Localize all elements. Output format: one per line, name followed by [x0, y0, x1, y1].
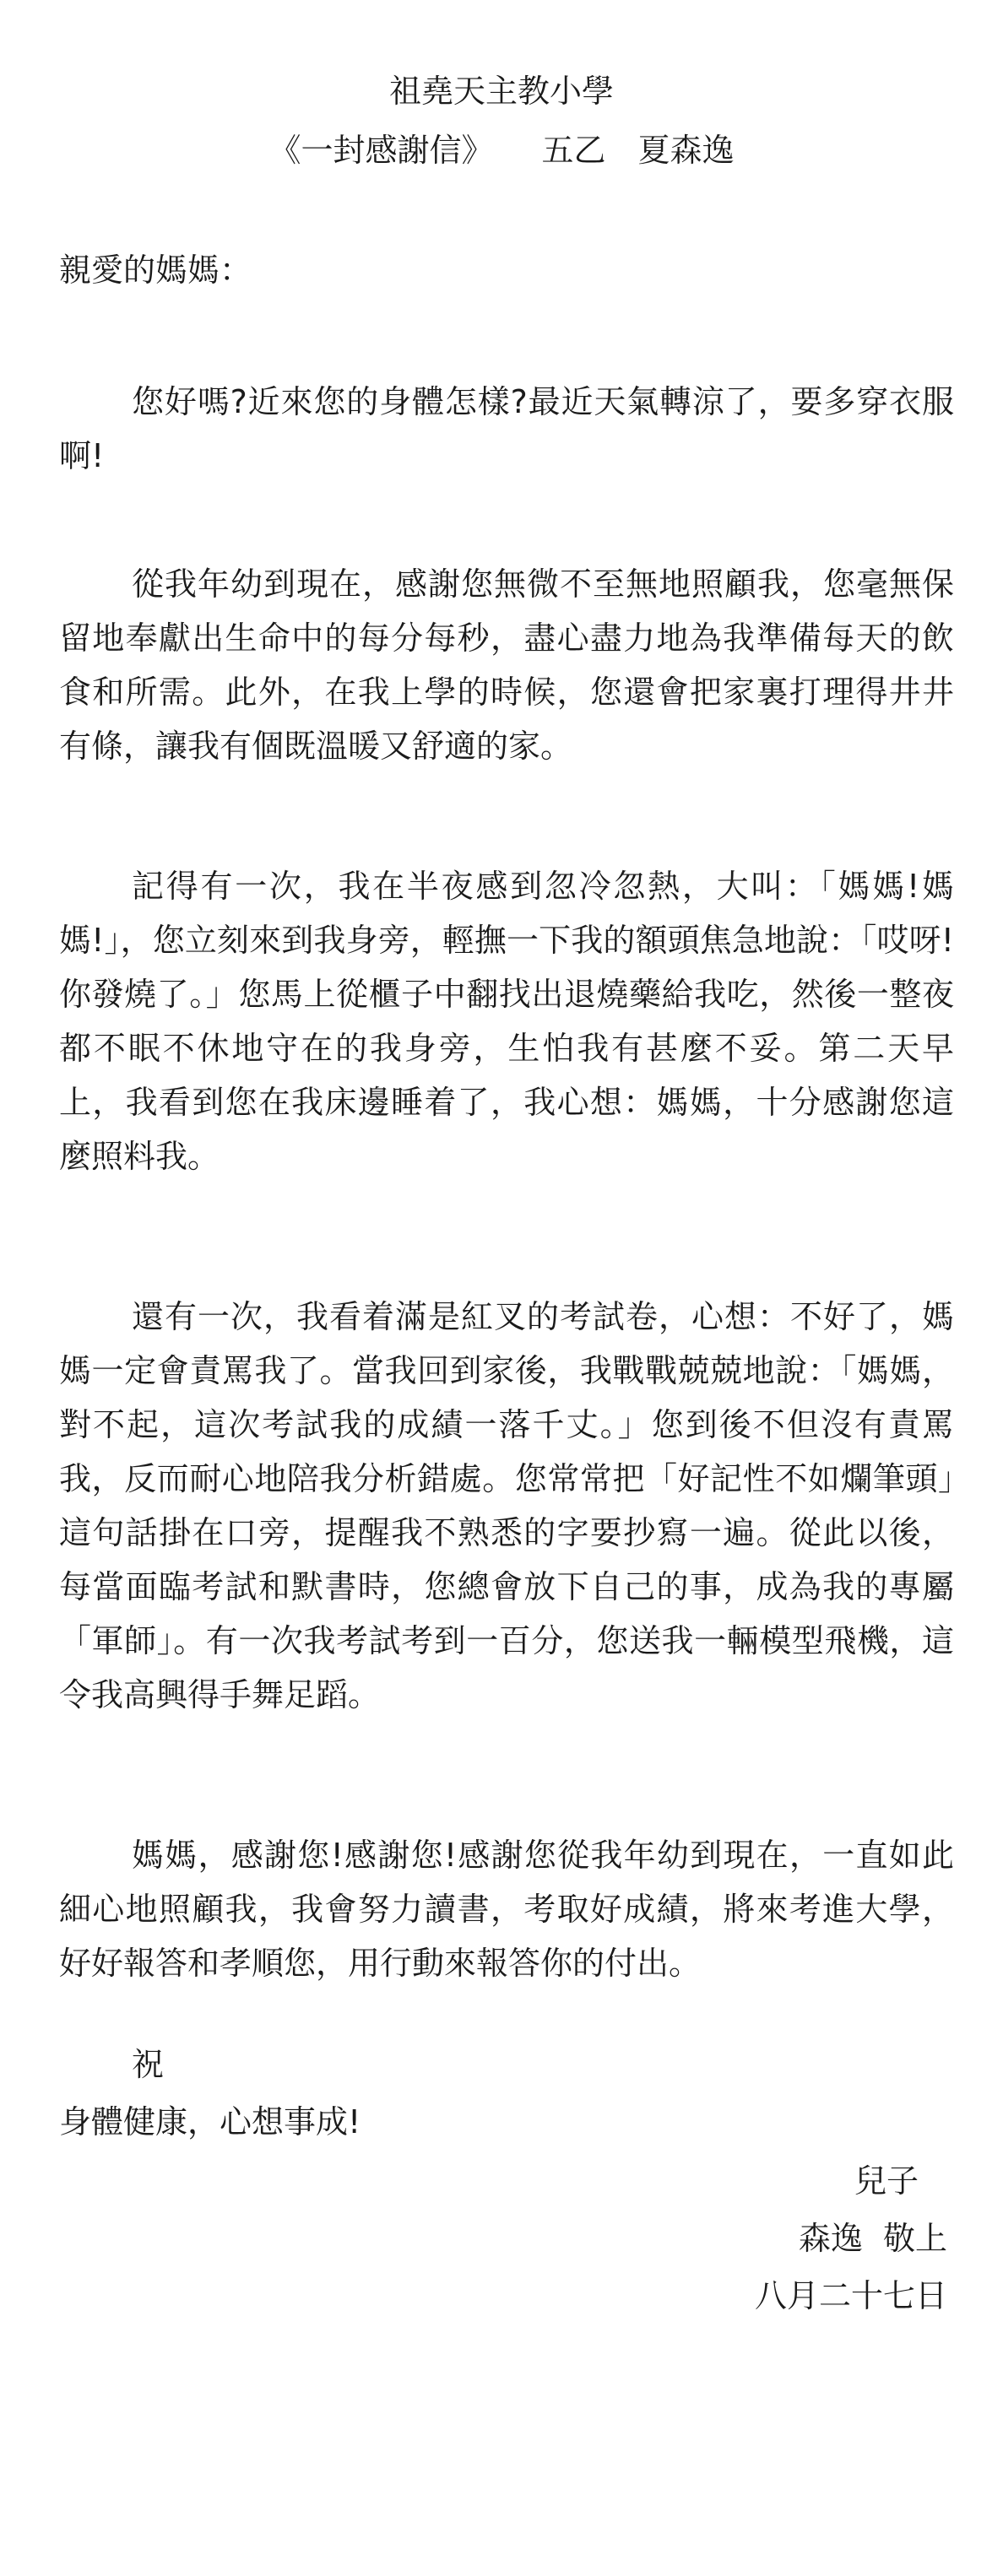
letter-paragraph: 您好嗎?近來您的身體怎樣?最近天氣轉涼了，要多穿衣服啊!	[59, 383, 954, 474]
letter-paragraph: 媽媽，感謝您!感謝您!感謝您從我年幼到現在，一直如此細心地照顧我，我會努力讀書，考取好成績，將來考進大學，好好報答和孝順您，用行動來報答你的付出。	[59, 1837, 954, 1982]
school-name: 祖堯天主教小學	[388, 73, 614, 110]
signature-relation: 兒子	[854, 2162, 919, 2200]
closing-wish: 身體健康，心想事成!	[59, 2103, 361, 2140]
signature-date: 八月二十七日	[754, 2277, 947, 2314]
letter-paragraph: 從我年幼到現在，感謝您無微不至無地照顧我，您毫無保留地奉獻出生命中的每分每秒，盡心盡力地為我準備每天的飲食和所需。此外，在我上學的時候，您還會把家裏打理得井井有條，讓我有個既溫暖又舒適的家。	[59, 566, 954, 765]
letter-title-line: 《一封感謝信》 五乙 夏森逸	[268, 132, 735, 169]
signature-name: 森逸 敬上	[798, 2220, 947, 2257]
letter-paragraph: 還有一次，我看着滿是紅叉的考試卷，心想：不好了，媽媽一定會責罵我了。當我回到家後，我戰戰兢兢地說：「媽媽，對不起，這次考試我的成績一落千丈。」您到後不但沒有責罵我，反而耐心地陪我分析錯處。您常常把「好記性不如爛筆頭」這句話掛在口旁，提醒我不熟悉的字要抄寫一遍。從此以後，每當面臨考試和默書時，您總會放下自己的事，成為我的專屬「軍師」。有一次我考試考到一百分，您送我一輛模型飛機，這令我高興得手舞足蹈。	[59, 1298, 954, 1713]
closing-word: 祝	[132, 2046, 165, 2083]
letter-paragraph: 記得有一次，我在半夜感到忽冷忽熱，大叫：「媽媽!媽媽!」，您立刻來到我身旁，輕撫一下我的額頭焦急地說：「哎呀!你發燒了。」您馬上從櫃子中翻找出退燒藥給我吃，然後一整夜都不眠不休地守在的我身旁，生怕我有甚麼不妥。第二天早上，我看到您在我床邊睡着了，我心想：媽媽，十分感謝您這麼照料我。	[59, 868, 954, 1175]
salutation: 親愛的媽媽：	[59, 252, 252, 289]
